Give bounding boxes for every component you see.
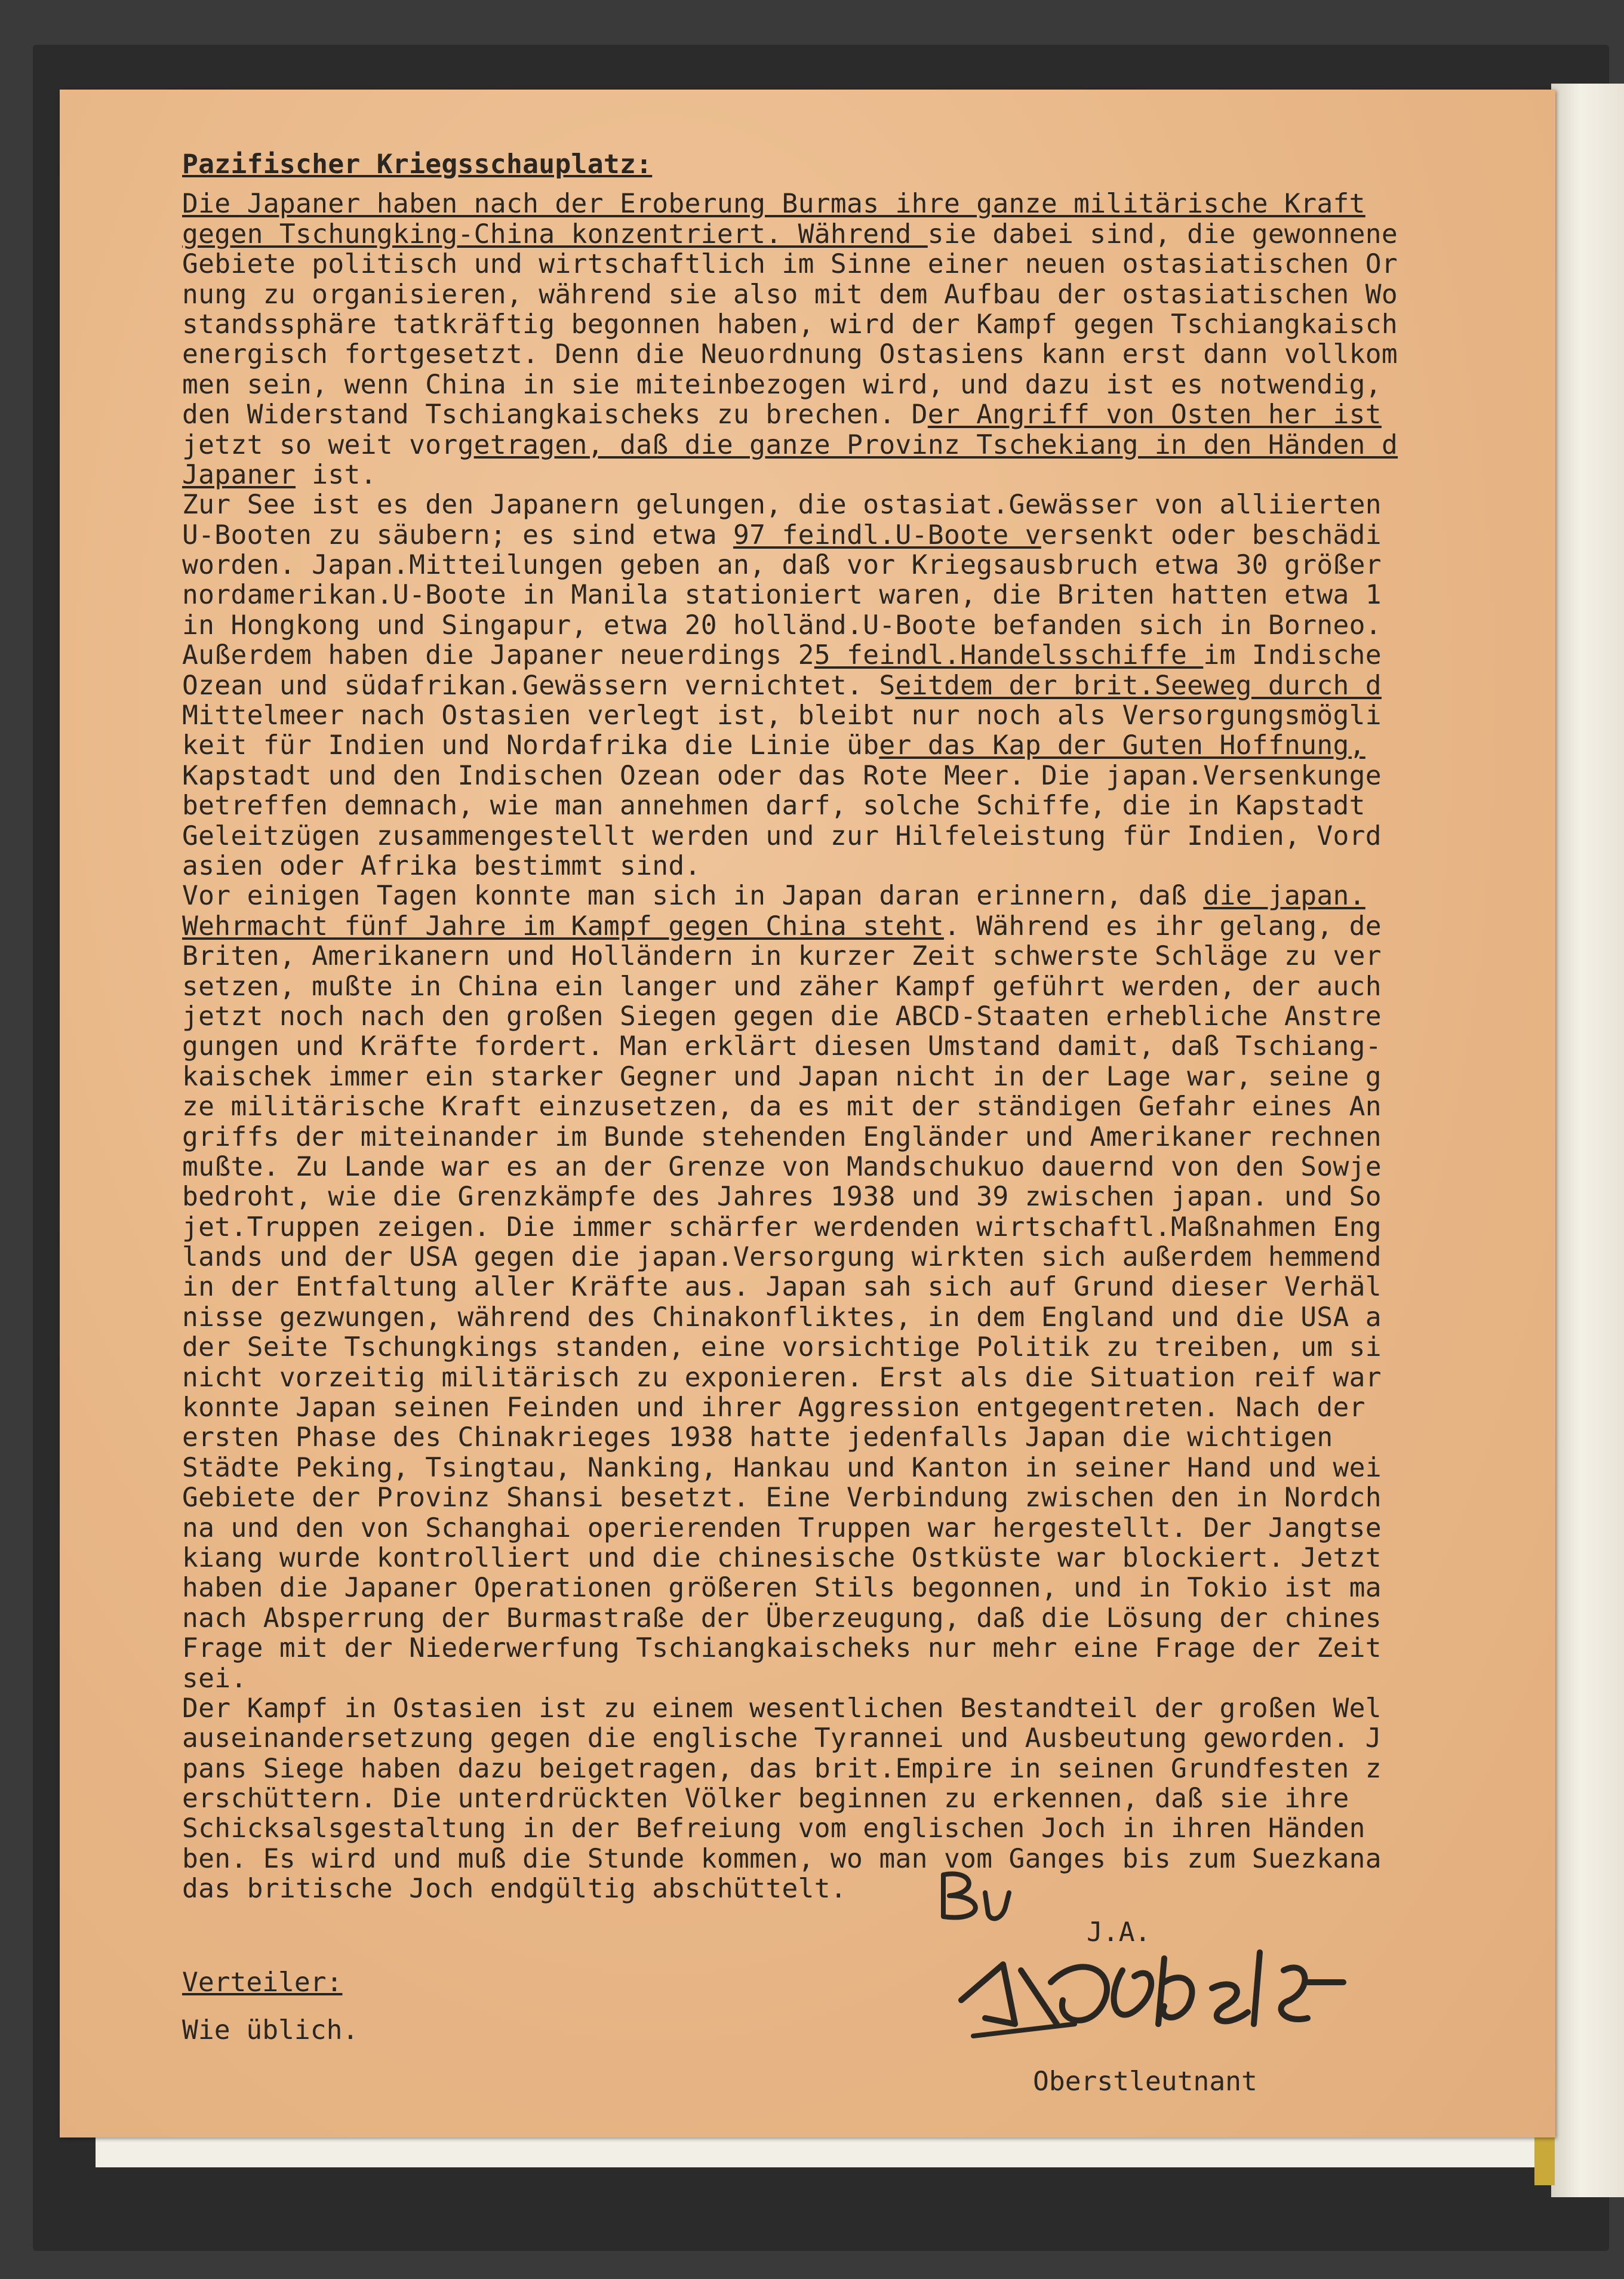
body-line: das britische Joch endgültig abschüttelt. xyxy=(182,1873,847,1905)
body-line: Zur See ist es den Japanern gelungen, die ostasiat.Gewässer von alliierten xyxy=(182,489,1382,521)
body-line: Der Kampf in Ostasien ist zu einem wesentlichen Bestandteil der großen Wel xyxy=(182,1692,1382,1724)
body-line: Japaner ist. xyxy=(182,459,377,490)
body-line: Vor einigen Tagen konnte man sich in Japan daran erinnern, daß die japan. xyxy=(182,880,1365,912)
body-line: Mittelmeer nach Ostasien verlegt ist, bleibt nur noch als Versorgungsmögli xyxy=(182,700,1382,731)
body-line: keit für Indien und Nordafrika die Linie über das Kap der Guten Hoffnung, xyxy=(182,730,1365,761)
body-line: kaischek immer ein starker Gegner und Japan nicht in der Lage war, seine g xyxy=(182,1060,1382,1092)
body-line: Briten, Amerikanern und Holländern in kurzer Zeit schwerste Schläge zu ver xyxy=(182,940,1382,972)
body-line: jetzt noch nach den großen Siegen gegen die ABCD-Staaten erhebliche Anstre xyxy=(182,1000,1382,1032)
body-line: mußte. Zu Lande war es an der Grenze von Mandschukuo dauernd von den Sowje xyxy=(182,1151,1382,1182)
body-line: energisch fortgesetzt. Denn die Neuordnung Ostasiens kann erst dann vollkom xyxy=(182,339,1398,370)
signature-prefix: J.A. xyxy=(1087,1917,1151,1948)
body-line: ersten Phase des Chinakrieges 1938 hatte jedenfalls Japan die wichtigen xyxy=(182,1422,1333,1453)
body-line: betreffen demnach, wie man annehmen darf, solche Schiffe, die in Kapstadt xyxy=(182,790,1365,822)
adjacent-page-edge xyxy=(1551,84,1624,2197)
body-line: Geleitzügen zusammengestellt werden und zur Hilfeleistung für Indien, Vord xyxy=(182,820,1382,851)
body-line: men sein, wenn China in sie miteinbezogen wird, und dazu ist es notwendig, xyxy=(182,368,1382,400)
body-line: Frage mit der Niederwerfung Tschiangkaischeks nur mehr eine Frage der Zeit xyxy=(182,1632,1382,1664)
distribution-value: Wie üblich. xyxy=(182,2014,359,2046)
body-line: den Widerstand Tschiangkaischeks zu brechen. Der Angriff von Osten her ist xyxy=(182,399,1382,430)
body-line: U-Booten zu säubern; es sind etwa 97 feindl.U-Boote versenkt oder beschädi xyxy=(182,519,1382,550)
body-line: ze militärische Kraft einzusetzen, da es mit der ständigen Gefahr eines An xyxy=(182,1091,1382,1122)
body-line: Schicksalsgestaltung in der Befreiung vom englischen Joch in ihren Händen xyxy=(182,1813,1365,1844)
body-line: worden. Japan.Mitteilungen geben an, daß vor Kriegsausbruch etwa 30 größer xyxy=(182,549,1382,581)
officer-rank: Oberstleutnant xyxy=(1033,2066,1257,2097)
body-line: nicht vorzeitig militärisch zu exponieren. Erst als die Situation reif war xyxy=(182,1361,1382,1393)
document-body xyxy=(182,149,1555,1904)
body-line: Gebiete der Provinz Shansi besetzt. Eine Verbindung zwischen den in Nordch xyxy=(182,1482,1382,1514)
section-heading: Pazifischer Kriegsschauplatz: xyxy=(182,149,653,180)
body-line: asien oder Afrika bestimmt sind. xyxy=(182,850,701,881)
body-line: Ozean und südafrikan.Gewässern vernichtet. Seitdem der brit.Seeweg durch d xyxy=(182,669,1382,701)
distribution-block xyxy=(182,1958,358,2054)
body-line: Wehrmacht fünf Jahre im Kampf gegen China steht. Während es ihr gelang, de xyxy=(182,910,1382,942)
body-line: nordamerikan.U-Boote in Manila stationiert waren, die Briten hatten etwa 1 xyxy=(182,579,1382,611)
body-line: jetzt so weit vorgetragen, daß die ganze Provinz Tschekiang in den Händen d xyxy=(182,429,1398,460)
body-line: in Hongkong und Singapur, etwa 20 holländ.U-Boote befanden sich in Borneo. xyxy=(182,609,1382,641)
body-line: der Seite Tschungkings standen, eine vorsichtige Politik zu treiben, um si xyxy=(182,1331,1382,1363)
body-line: kiang wurde kontrolliert und die chinesische Ostküste war blockiert. Jetzt xyxy=(182,1542,1382,1573)
signature-underline xyxy=(973,2024,1075,2036)
distribution-label: Verteiler: xyxy=(182,1967,343,1998)
handwritten-initials xyxy=(931,1863,1027,1934)
body-line: nisse gezwungen, während des Chinakonfliktes, in dem England und die USA a xyxy=(182,1301,1382,1333)
body-line: Gebiete politisch und wirtschaftlich im Sinne einer neuen ostasiatischen Or xyxy=(182,248,1398,280)
body-line: Außerdem haben die Japaner neuerdings 25 feindl.Handelsschiffe im Indische xyxy=(182,639,1382,671)
body-line: pans Siege haben dazu beigetragen, das brit.Empire in seinen Grundfesten z xyxy=(182,1752,1382,1784)
body-line: Die Japaner haben nach der Eroberung Burmas ihre ganze militärische Kraft xyxy=(182,188,1365,220)
body-line: erschüttern. Die unterdrückten Völker beginnen zu erkennen, daß sie ihre xyxy=(182,1783,1349,1814)
body-line: Städte Peking, Tsingtau, Nanking, Hankau und Kanton in seiner Hand und wei xyxy=(182,1451,1382,1483)
body-line: Kapstadt und den Indischen Ozean oder das Rote Meer. Die japan.Versenkunge xyxy=(182,759,1382,791)
body-line: auseinandersetzung gegen die englische Tyrannei und Ausbeutung geworden. J xyxy=(182,1723,1382,1754)
body-line: setzen, mußte in China ein langer und zäher Kampf geführt werden, der auch xyxy=(182,970,1382,1002)
body-line: standssphäre tatkräftig begonnen haben, wird der Kampf gegen Tschiangkaisch xyxy=(182,308,1398,340)
body-line: gegen Tschungking-China konzentriert. Während sie dabei sind, die gewonnene xyxy=(182,218,1398,250)
signature-stroke xyxy=(961,1952,1343,2024)
body-line: griffs der miteinander im Bunde stehenden Engländer und Amerikaner rechnen xyxy=(182,1121,1382,1152)
body-line: jet.Truppen zeigen. Die immer schärfer werdenden wirtschaftl.Maßnahmen Eng xyxy=(182,1211,1382,1242)
body-line: na und den von Schanghai operierenden Truppen war hergestellt. Der Jangtse xyxy=(182,1512,1382,1543)
body-lines xyxy=(182,189,1555,1903)
body-line: haben die Japaner Operationen größeren Stils begonnen, und in Tokio ist ma xyxy=(182,1572,1382,1604)
body-line: in der Entfaltung aller Kräfte aus. Japan sah sich auf Grund dieser Verhäl xyxy=(182,1271,1382,1303)
body-line: bedroht, wie die Grenzkämpfe des Jahres 1938 und 39 zwischen japan. und So xyxy=(182,1181,1382,1213)
body-line: nung zu organisieren, während sie also mit dem Aufbau der ostasiatischen Wo xyxy=(182,278,1398,310)
body-line: konnte Japan seinen Feinden und ihrer Aggression entgegentreten. Nach der xyxy=(182,1392,1365,1423)
body-line: lands und der USA gegen die japan.Versorgung wirkten sich außerdem hemmend xyxy=(182,1241,1382,1273)
body-line: nach Absperrung der Burmastraße der Überzeugung, daß die Lösung der chines xyxy=(182,1602,1382,1634)
body-line: sei. xyxy=(182,1662,247,1694)
body-line: ben. Es wird und muß die Stunde kommen, wo man vom Ganges bis zum Suezkana xyxy=(182,1843,1382,1874)
body-line: gungen und Kräfte fordert. Man erklärt diesen Umstand damit, daß Tschiang- xyxy=(182,1031,1382,1062)
